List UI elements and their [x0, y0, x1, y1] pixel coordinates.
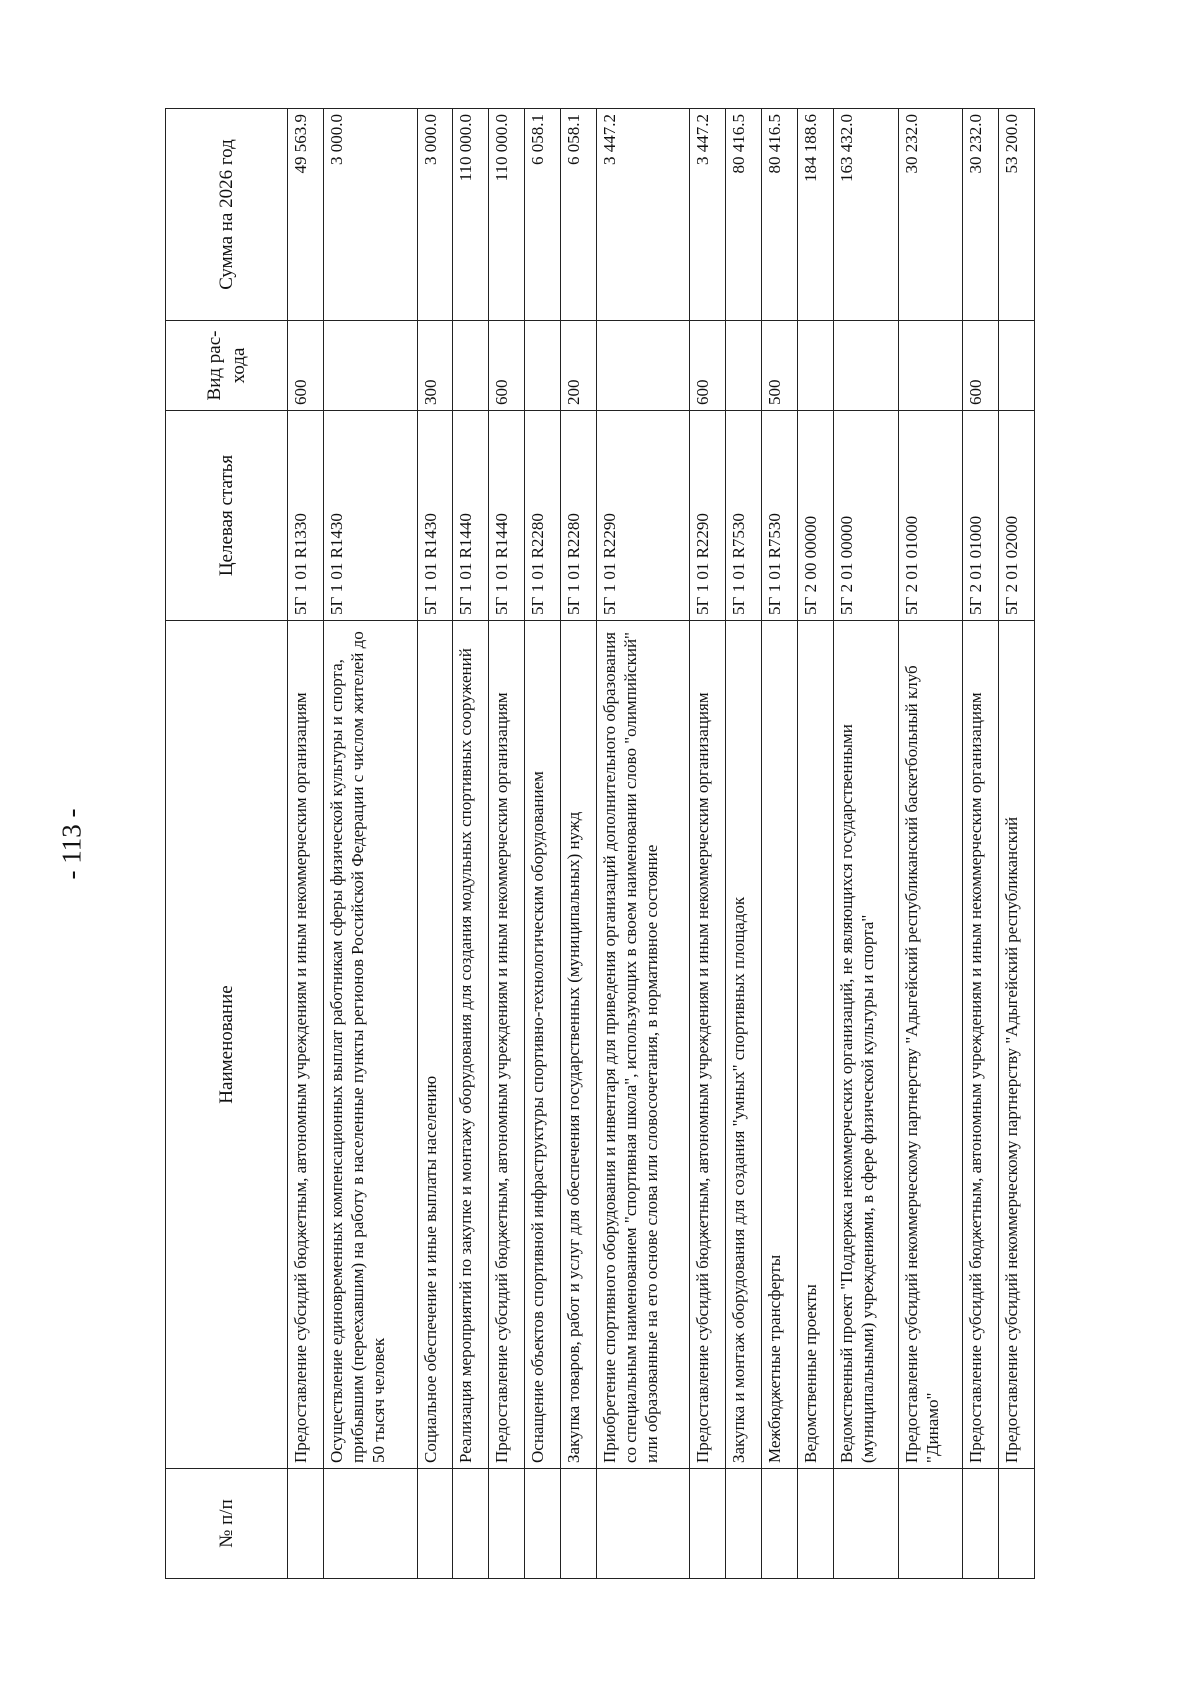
cell-code: 5Г 1 01 R2280	[525, 411, 561, 621]
cell-name: Предоставление субсидий некоммерческому партнерству "Адыгейский республиканский баскетбольный клуб "Динамо"	[898, 621, 963, 1469]
table-row	[489, 109, 525, 1579]
header-num: № п/п	[166, 1469, 288, 1579]
cell-code: 5Г 1 01 R2290	[690, 411, 726, 621]
cell-num	[323, 1469, 417, 1579]
header-code: Целевая статья	[166, 411, 288, 621]
cell-code: 5Г 1 01 R2280	[560, 411, 596, 621]
cell-code: 5Г 1 01 R1440	[489, 411, 525, 621]
cell-num	[560, 1469, 596, 1579]
cell-amount: 49 563.9	[288, 109, 324, 321]
cell-num	[762, 1469, 798, 1579]
cell-name: Предоставление субсидий некоммерческому партнерству "Адыгейский республиканский	[999, 621, 1035, 1469]
cell-name: Оснащение объектов спортивной инфраструктуры спортивно-технологическим оборудованием	[525, 621, 561, 1469]
budget-table-container	[165, 109, 1035, 1579]
table-row	[690, 109, 726, 1579]
cell-code: 5Г 2 00 00000	[797, 411, 833, 621]
cell-num	[999, 1469, 1035, 1579]
table-row	[288, 109, 324, 1579]
cell-code: 5Г 1 01 R7530	[726, 411, 762, 621]
cell-code: 5Г 2 01 00000	[833, 411, 898, 621]
cell-amount: 3 447.2	[690, 109, 726, 321]
table-row	[323, 109, 417, 1579]
cell-amount: 110 000.0	[453, 109, 489, 321]
header-name: Наименование	[166, 621, 288, 1469]
table-row	[417, 109, 453, 1579]
cell-code: 5Г 1 01 R1430	[417, 411, 453, 621]
cell-amount: 184 188.6	[797, 109, 833, 321]
cell-name: Реализация мероприятий по закупке и монтажу оборудования для создания модульных спортивных сооружений	[453, 621, 489, 1469]
table-row	[596, 109, 690, 1579]
header-kind: Вид рас-хода	[166, 321, 288, 411]
cell-name: Закупка и монтаж оборудования для создания "умных" спортивных площадок	[726, 621, 762, 1469]
cell-kind: 300	[417, 321, 453, 411]
cell-name: Ведомственные проекты	[797, 621, 833, 1469]
cell-name: Социальное обеспечение и иные выплаты населению	[417, 621, 453, 1469]
cell-name: Предоставление субсидий бюджетным, автономным учреждениям и иным некоммерческим организациям	[963, 621, 999, 1469]
cell-num	[690, 1469, 726, 1579]
cell-code: 5Г 2 01 01000	[963, 411, 999, 621]
cell-kind	[596, 321, 690, 411]
cell-kind	[833, 321, 898, 411]
budget-table	[165, 108, 1035, 1579]
cell-name: Ведомственный проект "Поддержка некоммерческих организаций, не являющихся государственными (муниципальными) учреждениями, в сфере физической культуры и спорта"	[833, 621, 898, 1469]
table-row	[999, 109, 1035, 1579]
cell-name: Предоставление субсидий бюджетным, автономным учреждениям и иным некоммерческим организациям	[489, 621, 525, 1469]
cell-amount: 30 232.0	[963, 109, 999, 321]
cell-amount: 6 058.1	[560, 109, 596, 321]
cell-num	[797, 1469, 833, 1579]
cell-num	[489, 1469, 525, 1579]
table-row	[963, 109, 999, 1579]
cell-amount: 3 000.0	[323, 109, 417, 321]
cell-kind	[797, 321, 833, 411]
cell-num	[726, 1469, 762, 1579]
cell-amount: 110 000.0	[489, 109, 525, 321]
cell-name: Предоставление субсидий бюджетным, автономным учреждениям и иным некоммерческим организациям	[288, 621, 324, 1469]
cell-num	[417, 1469, 453, 1579]
cell-num	[898, 1469, 963, 1579]
cell-name: Закупка товаров, работ и услуг для обеспечения государственных (муниципальных) нужд	[560, 621, 596, 1469]
cell-code: 5Г 1 01 R2290	[596, 411, 690, 621]
cell-amount: 163 432.0	[833, 109, 898, 321]
cell-name: Осуществление единовременных компенсационных выплат работникам сферы физической культуры и спорта, прибывшим (переехавшим) на работу в населенные пункты регионов Российской Федерации с числом жителей до 50 тысяч человек	[323, 621, 417, 1469]
table-row	[797, 109, 833, 1579]
header-amount: Сумма на 2026 год	[166, 109, 288, 321]
cell-kind: 600	[288, 321, 324, 411]
cell-code: 5Г 1 01 R1430	[323, 411, 417, 621]
cell-name: Предоставление субсидий бюджетным, автономным учреждениям и иным некоммерческим организациям	[690, 621, 726, 1469]
table-row	[726, 109, 762, 1579]
cell-num	[453, 1469, 489, 1579]
cell-kind: 600	[489, 321, 525, 411]
cell-amount: 3 000.0	[417, 109, 453, 321]
cell-num	[963, 1469, 999, 1579]
cell-kind: 500	[762, 321, 798, 411]
table-row	[560, 109, 596, 1579]
cell-code: 5Г 1 01 R1440	[453, 411, 489, 621]
cell-kind	[323, 321, 417, 411]
page-number: - 113 -	[56, 808, 87, 880]
table-row	[762, 109, 798, 1579]
cell-name: Межбюджетные трансферты	[762, 621, 798, 1469]
cell-kind	[453, 321, 489, 411]
cell-kind	[898, 321, 963, 411]
cell-num	[525, 1469, 561, 1579]
cell-amount: 80 416.5	[762, 109, 798, 321]
cell-amount: 6 058.1	[525, 109, 561, 321]
cell-name: Приобретение спортивного оборудования и инвентаря для приведения организаций дополнительного образования со специальным наименованием "спортивная школа", использующих в своем наименовании слово "олимпийский" или образованные на его основе слова или словосочетания, в нормативное состояние	[596, 621, 690, 1469]
cell-kind: 600	[690, 321, 726, 411]
cell-kind	[525, 321, 561, 411]
cell-kind: 600	[963, 321, 999, 411]
cell-kind	[999, 321, 1035, 411]
cell-num	[596, 1469, 690, 1579]
table-header-row	[166, 109, 288, 1579]
table-row	[525, 109, 561, 1579]
cell-kind	[726, 321, 762, 411]
cell-amount: 53 200.0	[999, 109, 1035, 321]
table-row	[898, 109, 963, 1579]
cell-kind: 200	[560, 321, 596, 411]
cell-amount: 80 416.5	[726, 109, 762, 321]
cell-num	[833, 1469, 898, 1579]
cell-code: 5Г 1 01 R1330	[288, 411, 324, 621]
table-row	[453, 109, 489, 1579]
cell-code: 5Г 2 01 02000	[999, 411, 1035, 621]
cell-num	[288, 1469, 324, 1579]
cell-code: 5Г 1 01 R7530	[762, 411, 798, 621]
cell-amount: 3 447.2	[596, 109, 690, 321]
cell-amount: 30 232.0	[898, 109, 963, 321]
cell-code: 5Г 2 01 01000	[898, 411, 963, 621]
table-row	[833, 109, 898, 1579]
